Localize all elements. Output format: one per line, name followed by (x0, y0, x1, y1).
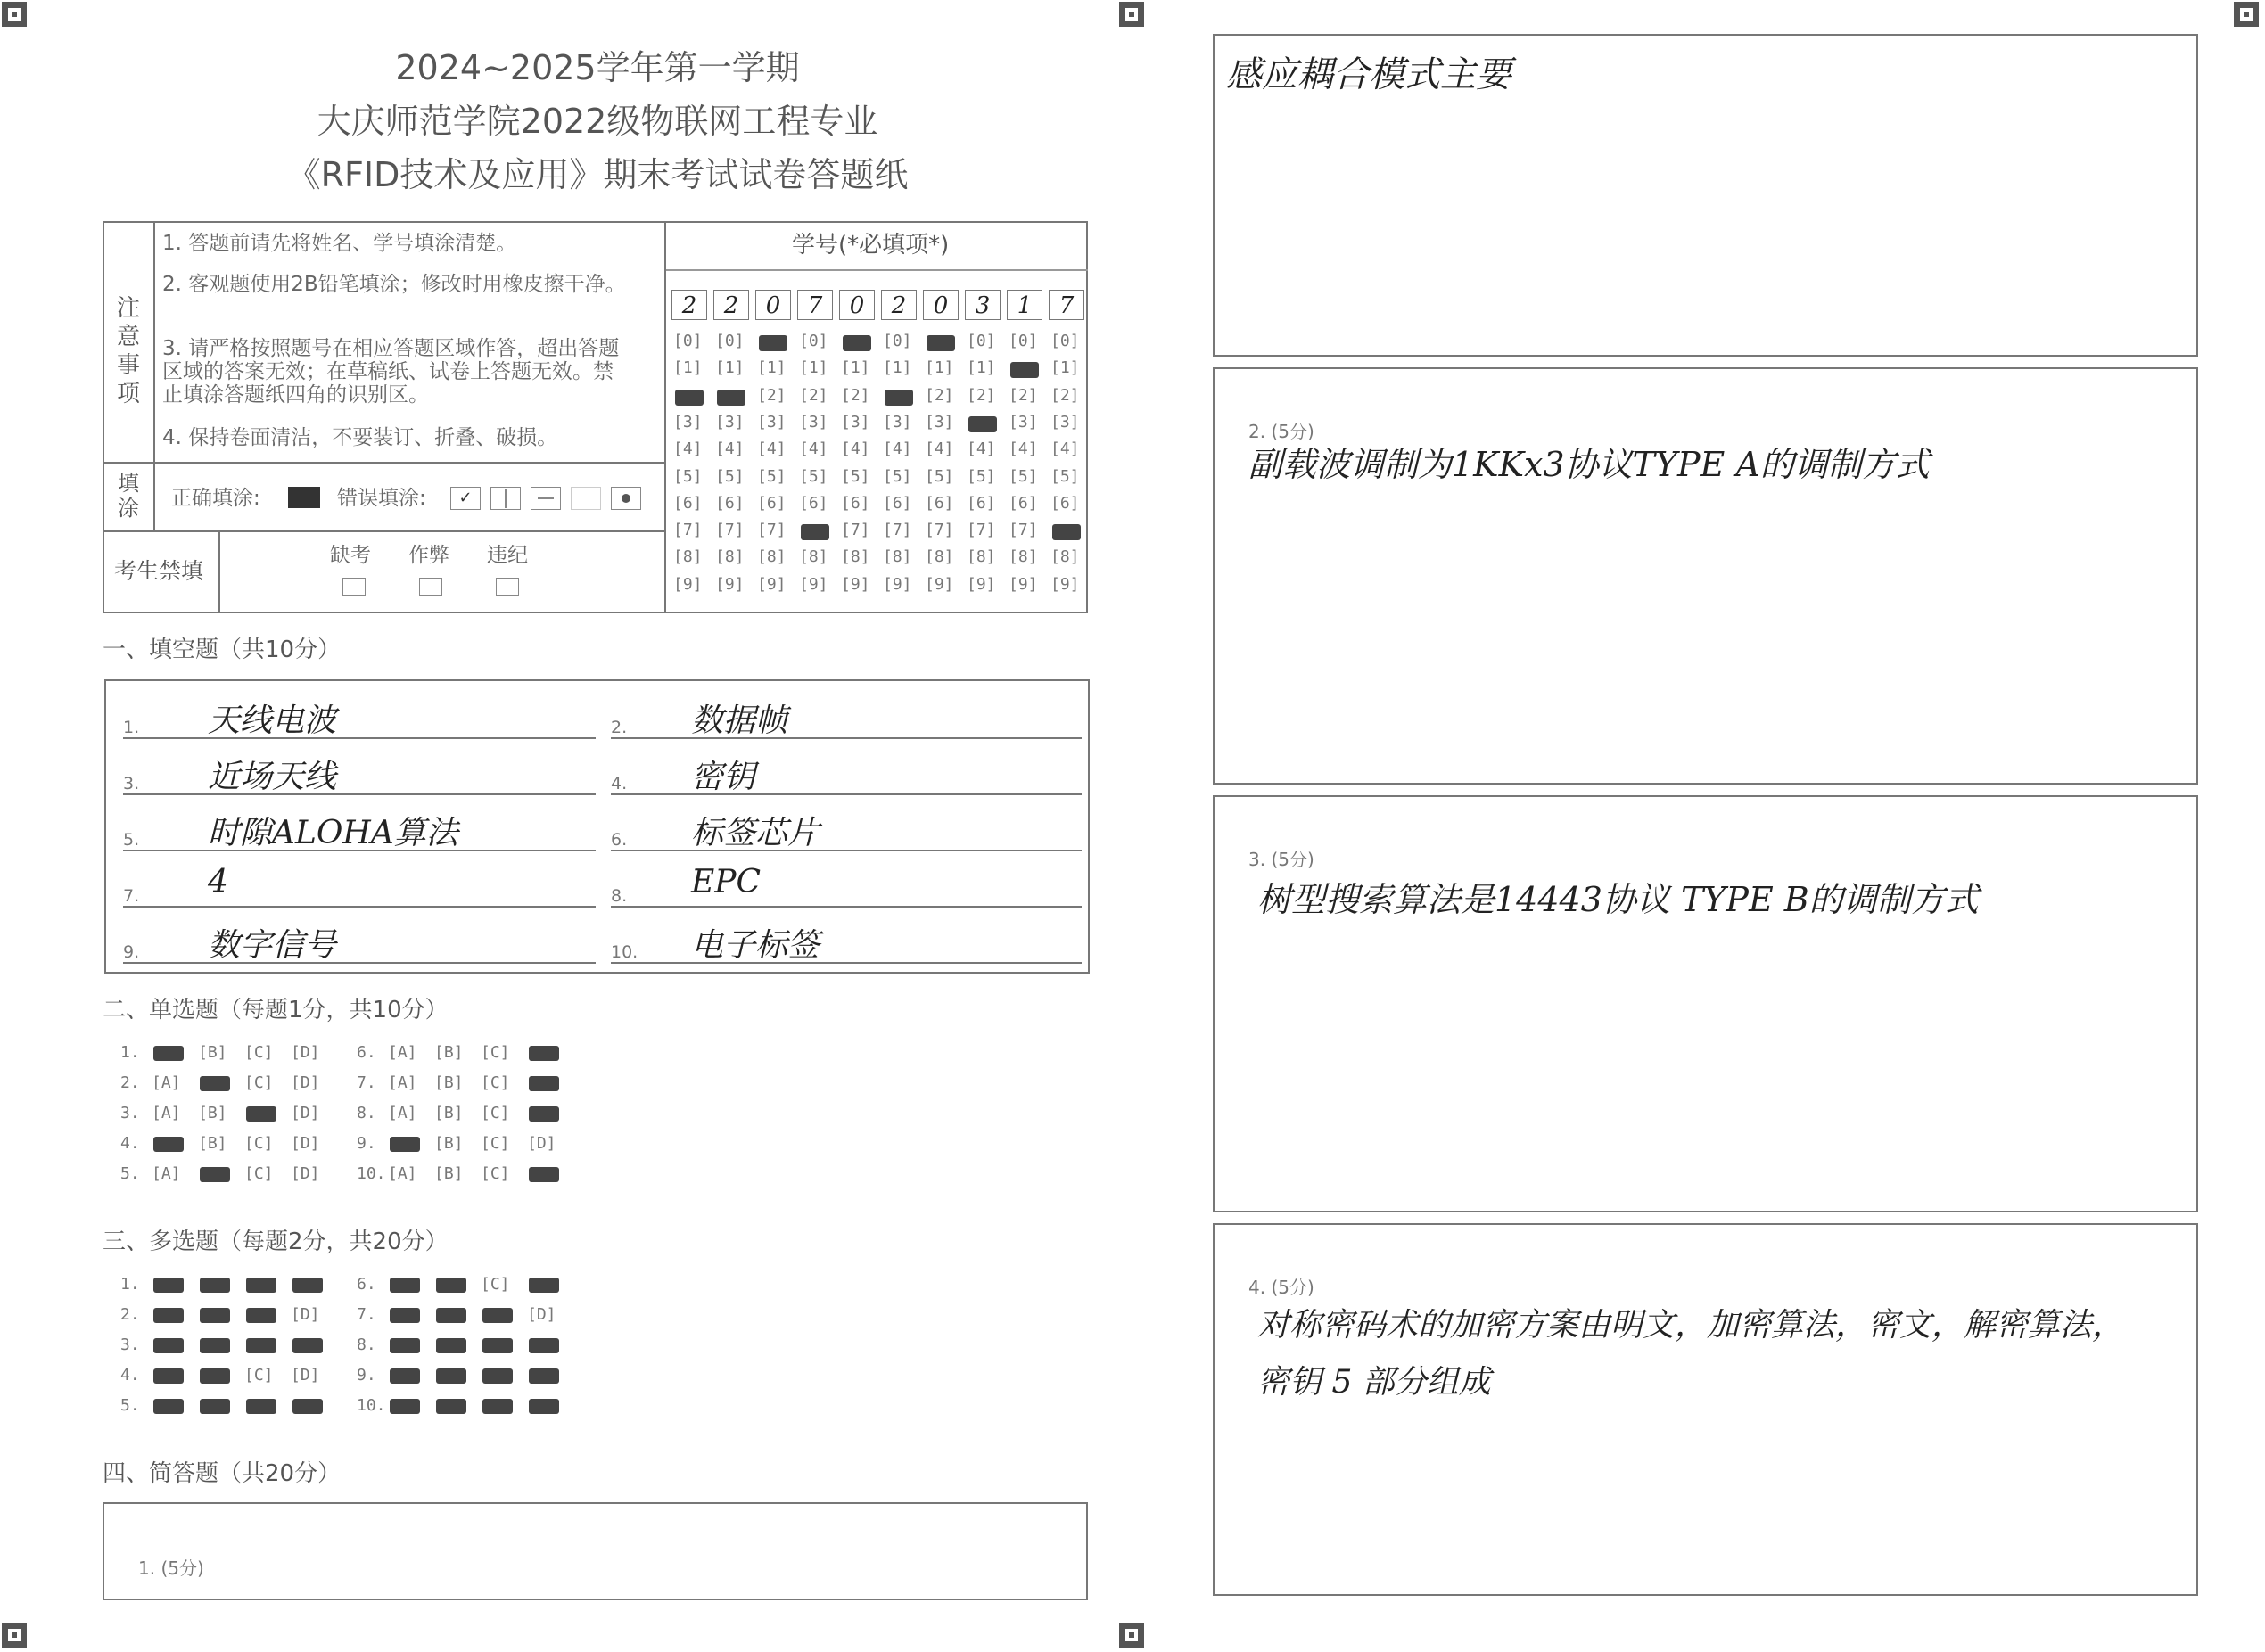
blank-underline (611, 850, 1082, 851)
option-bubble[interactable]: [C] (481, 1275, 510, 1294)
id-bubble[interactable]: [3] (799, 412, 828, 431)
blank-number: 7. (123, 886, 140, 906)
id-bubble[interactable]: [4] (715, 440, 745, 459)
blank-number: 3. (123, 774, 140, 793)
blank-underline (123, 793, 596, 795)
option-bubble-filled[interactable] (529, 1076, 559, 1091)
option-bubble[interactable]: [C] (244, 1366, 274, 1385)
option-bubble-filled[interactable] (529, 1278, 559, 1293)
id-bubble[interactable]: [1] (967, 358, 996, 378)
id-bubble-filled[interactable] (968, 416, 997, 432)
id-bubble[interactable]: [6] (757, 493, 787, 513)
id-bubble[interactable]: [7] (1009, 521, 1038, 540)
blank-answer[interactable]: EPC (691, 864, 762, 900)
option-bubble-filled[interactable] (246, 1106, 276, 1122)
option-bubble-filled[interactable] (200, 1167, 230, 1182)
question-number: 9. (357, 1366, 376, 1385)
student-id-digit-cell: 0 (755, 290, 791, 320)
id-bubble-filled[interactable] (675, 390, 704, 406)
id-bubble[interactable]: [9] (1050, 574, 1080, 594)
question-number: 9. (357, 1134, 376, 1153)
id-bubble[interactable]: [5] (715, 466, 745, 486)
option-bubble[interactable]: [D] (291, 1164, 320, 1183)
blank-underline (123, 850, 596, 851)
id-bubble[interactable]: [0] (715, 332, 745, 350)
notice-item: 4. 保持卷面清洁，不要装订、折叠、破损。 (162, 426, 558, 449)
blank-answer[interactable]: 近场天线 (208, 759, 337, 795)
question-number: 8. (357, 1104, 376, 1122)
id-bubble[interactable]: [0] (799, 332, 828, 350)
blank-underline (123, 737, 596, 739)
question-number: 3. (120, 1336, 140, 1354)
id-bubble[interactable]: [1] (757, 358, 787, 378)
id-bubble[interactable]: [4] (841, 440, 870, 459)
short-answer-box-1a[interactable] (103, 1502, 1088, 1600)
forbid-label: 考生禁填 (114, 558, 204, 584)
id-bubble[interactable]: [2] (757, 385, 787, 405)
blank-answer[interactable]: 4 (208, 864, 228, 900)
id-bubble[interactable]: [6] (967, 493, 996, 513)
notice-label: 注意事项 (116, 295, 140, 407)
option-bubble-filled[interactable] (529, 1106, 559, 1122)
option-bubble-filled[interactable] (529, 1046, 559, 1061)
question-number: 1. (120, 1043, 140, 1062)
id-bubble[interactable]: [3] (883, 412, 912, 431)
id-bubble[interactable]: [8] (673, 547, 703, 567)
id-bubble[interactable]: [2] (1050, 385, 1080, 405)
blank-underline (611, 793, 1082, 795)
id-bubble[interactable]: [3] (715, 412, 745, 431)
option-bubble[interactable]: [C] (481, 1164, 510, 1183)
option-bubble-filled[interactable] (246, 1338, 276, 1353)
question-number: 6. (357, 1275, 376, 1294)
question-number: 5. (120, 1396, 140, 1415)
id-bubble[interactable]: [0] (673, 332, 703, 350)
id-bubble[interactable]: [9] (1009, 574, 1038, 594)
forbid-absent: 缺考 (330, 544, 371, 567)
id-bubble[interactable]: [8] (715, 547, 745, 567)
option-bubble-filled[interactable] (482, 1399, 513, 1414)
student-id-digit-cell: 0 (923, 290, 959, 320)
absent-checkbox[interactable] (342, 578, 366, 596)
question-number: 2. (120, 1305, 140, 1324)
violation-checkbox[interactable] (496, 578, 519, 596)
correct-fill-label: 正确填涂: (171, 487, 260, 510)
id-bubble[interactable]: [7] (925, 521, 954, 540)
id-bubble[interactable]: [8] (841, 547, 870, 567)
option-bubble-filled[interactable] (529, 1368, 559, 1384)
notice-item: 1. 答题前请先将姓名、学号填涂清楚。 (162, 232, 517, 255)
id-bubble[interactable]: [4] (673, 440, 703, 459)
student-id-title: 学号(*必填项*) (792, 232, 950, 259)
student-id-digit-cell: 2 (881, 290, 917, 320)
blank-underline (123, 962, 596, 964)
id-bubble[interactable]: [5] (673, 466, 703, 486)
id-bubble[interactable]: [2] (1009, 385, 1038, 405)
option-bubble[interactable]: [C] (481, 1073, 510, 1092)
blank-number: 10. (611, 942, 638, 962)
option-bubble[interactable]: [A] (388, 1104, 417, 1122)
id-bubble[interactable]: [0] (1009, 332, 1038, 350)
id-bubble[interactable]: [5] (1050, 466, 1080, 486)
option-bubble[interactable]: [B] (434, 1104, 464, 1122)
id-bubble-filled[interactable] (885, 390, 913, 406)
question-number: 1. (120, 1275, 140, 1294)
id-bubble[interactable]: [4] (883, 440, 912, 459)
id-bubble[interactable]: [4] (1050, 440, 1080, 459)
id-bubble[interactable]: [9] (841, 574, 870, 594)
fill-label: 填涂 (118, 471, 139, 521)
option-bubble[interactable]: [D] (291, 1366, 320, 1385)
option-bubble[interactable]: [B] (198, 1104, 227, 1122)
id-bubble[interactable]: [5] (925, 466, 954, 486)
blank-answer[interactable]: 数字信号 (208, 927, 337, 964)
id-bubble[interactable]: [8] (799, 547, 828, 567)
q3-label: 3. (5分) (1248, 849, 1314, 870)
section1-title: 一、填空题（共10分） (103, 637, 342, 663)
blank-answer[interactable]: 电子标签 (691, 927, 820, 964)
header-line3: 《RFID技术及应用》期末考试试卷答题纸 (286, 155, 909, 194)
option-bubble-filled[interactable] (390, 1308, 420, 1323)
q1-answer: 感应耦合模式主要 (1226, 54, 1511, 95)
question-number: 10. (357, 1396, 386, 1415)
option-bubble[interactable]: [B] (198, 1043, 227, 1062)
blank-answer[interactable]: 数据帧 (691, 703, 788, 739)
option-bubble-filled[interactable] (153, 1368, 184, 1384)
id-bubble[interactable]: [9] (757, 574, 787, 594)
id-bubble[interactable]: [3] (925, 412, 954, 431)
id-bubble[interactable]: [9] (925, 574, 954, 594)
option-bubble-filled[interactable] (246, 1399, 276, 1414)
id-bubble[interactable]: [6] (925, 493, 954, 513)
blank-number: 9. (123, 942, 140, 962)
q4-answer-line2: 密钥 5 部分组成 (1257, 1364, 1491, 1401)
id-bubble[interactable]: [5] (1009, 466, 1038, 486)
question-number: 3. (120, 1104, 140, 1122)
id-bubble[interactable]: [5] (841, 466, 870, 486)
id-bubble[interactable]: [4] (1009, 440, 1038, 459)
id-bubble[interactable]: [6] (799, 493, 828, 513)
option-bubble[interactable]: [D] (527, 1305, 556, 1324)
id-bubble[interactable]: [7] (757, 521, 787, 540)
option-bubble-filled[interactable] (390, 1399, 420, 1414)
question-number: 8. (357, 1336, 376, 1354)
option-bubble[interactable]: [C] (481, 1134, 510, 1153)
option-bubble-filled[interactable] (436, 1399, 466, 1414)
option-bubble-filled[interactable] (153, 1399, 184, 1414)
forbid-violation: 违纪 (487, 544, 528, 567)
header-line1: 2024~2025学年第一学期 (395, 48, 800, 87)
id-bubble-filled[interactable] (843, 335, 871, 351)
id-bubble[interactable]: [5] (799, 466, 828, 486)
option-bubble-filled[interactable] (246, 1308, 276, 1323)
id-bubble[interactable]: [2] (799, 385, 828, 405)
id-bubble-filled[interactable] (927, 335, 955, 351)
id-bubble[interactable]: [1] (1050, 358, 1080, 378)
option-bubble-filled[interactable] (436, 1278, 466, 1293)
option-bubble-filled[interactable] (200, 1076, 230, 1091)
student-id-digit-cell: 1 (1007, 290, 1042, 320)
option-bubble-filled[interactable] (390, 1278, 420, 1293)
id-bubble[interactable]: [8] (967, 547, 996, 567)
id-bubble[interactable]: [7] (715, 521, 745, 540)
blank-underline (611, 737, 1082, 739)
option-bubble[interactable]: [C] (244, 1134, 274, 1153)
question-number: 6. (357, 1043, 376, 1062)
option-bubble[interactable]: [A] (152, 1104, 181, 1122)
id-bubble[interactable]: [3] (841, 412, 870, 431)
short-answer-box-3[interactable] (1213, 795, 2198, 1212)
question-number: 7. (357, 1305, 376, 1324)
blank-number: 1. (123, 718, 140, 737)
short-answer-box-4[interactable] (1213, 1223, 2198, 1596)
id-bubble[interactable]: [4] (925, 440, 954, 459)
blank-answer[interactable]: 时隙ALOHA算法 (208, 815, 458, 851)
notice-item: 3. 请严格按照题号在相应答题区域作答，超出答题区域的答案无效；在草稿纸、试卷上答题无效。禁止填涂答题纸四角的识别区。 (162, 337, 620, 407)
id-bubble[interactable]: [4] (757, 440, 787, 459)
id-bubble[interactable]: [6] (1050, 493, 1080, 513)
id-bubble[interactable]: [3] (673, 412, 703, 431)
student-id-digit-cell: 2 (713, 290, 749, 320)
option-bubble-filled[interactable] (200, 1308, 230, 1323)
option-bubble[interactable]: [D] (527, 1134, 556, 1153)
id-bubble-filled[interactable] (1052, 524, 1081, 540)
option-bubble[interactable]: [D] (291, 1134, 320, 1153)
corner-marker (2, 2, 27, 27)
id-bubble[interactable]: [9] (967, 574, 996, 594)
option-bubble-filled[interactable] (200, 1338, 230, 1353)
option-bubble[interactable]: [A] (388, 1164, 417, 1183)
wrong-fill-label: 错误填涂: (337, 487, 426, 510)
option-bubble-filled[interactable] (153, 1308, 184, 1323)
id-bubble[interactable]: [0] (883, 332, 912, 350)
option-bubble-filled[interactable] (529, 1399, 559, 1414)
id-bubble[interactable]: [5] (967, 466, 996, 486)
id-bubble[interactable]: [5] (757, 466, 787, 486)
q2-label: 2. (5分) (1248, 421, 1314, 442)
id-bubble[interactable]: [2] (967, 385, 996, 405)
blank-number: 6. (611, 830, 628, 850)
option-bubble[interactable]: [D] (291, 1104, 320, 1122)
id-bubble[interactable]: [7] (673, 521, 703, 540)
option-bubble-filled[interactable] (482, 1338, 513, 1353)
section2-title: 二、单选题（每题1分，共10分） (103, 997, 449, 1023)
id-bubble[interactable]: [3] (757, 412, 787, 431)
id-bubble-filled[interactable] (759, 335, 787, 351)
option-bubble-filled[interactable] (153, 1338, 184, 1353)
question-number: 4. (120, 1134, 140, 1153)
id-bubble[interactable]: [7] (967, 521, 996, 540)
blank-number: 4. (611, 774, 628, 793)
option-bubble[interactable]: [C] (244, 1073, 274, 1092)
question-number: 4. (120, 1366, 140, 1385)
student-id-digit-cell: 3 (965, 290, 1001, 320)
blank-underline (611, 906, 1082, 908)
id-bubble-filled[interactable] (801, 524, 829, 540)
option-bubble-filled[interactable] (390, 1137, 420, 1152)
corner-marker (2234, 2, 2259, 27)
blank-number: 5. (123, 830, 140, 850)
id-bubble-filled[interactable] (717, 390, 745, 406)
id-bubble[interactable]: [9] (883, 574, 912, 594)
id-bubble[interactable]: [4] (799, 440, 828, 459)
id-bubble[interactable]: [1] (925, 358, 954, 378)
id-bubble[interactable]: [8] (757, 547, 787, 567)
id-bubble-filled[interactable] (1010, 362, 1039, 378)
section3-title: 三、多选题（每题2分，共20分） (103, 1229, 449, 1255)
student-id-digit-cell: 0 (839, 290, 875, 320)
q2-answer: 副载波调制为1KKx3协议TYPE A的调制方式 (1248, 445, 1930, 484)
q3-answer: 树型搜索算法是14443协议 TYPE B的调制方式 (1257, 880, 1979, 919)
id-bubble[interactable]: [8] (1009, 547, 1038, 567)
option-bubble[interactable]: [A] (388, 1043, 417, 1062)
wrong-fill-samples: ✓ (450, 487, 638, 510)
id-bubble[interactable]: [2] (925, 385, 954, 405)
option-bubble[interactable]: [D] (291, 1043, 320, 1062)
question-number: 2. (120, 1073, 140, 1092)
notice-item: 2. 客观题使用2B铅笔填涂；修改时用橡皮擦干净。 (162, 273, 626, 296)
option-bubble[interactable]: [B] (434, 1164, 464, 1183)
option-bubble[interactable]: [B] (434, 1043, 464, 1062)
option-bubble[interactable]: [B] (434, 1134, 464, 1153)
blank-number: 2. (611, 718, 628, 737)
blank-underline (123, 906, 596, 908)
question-number: 7. (357, 1073, 376, 1092)
option-bubble-filled[interactable] (153, 1137, 184, 1152)
id-bubble[interactable]: [1] (799, 358, 828, 378)
id-bubble[interactable]: [0] (1050, 332, 1080, 350)
blank-number: 8. (611, 886, 628, 906)
id-bubble[interactable]: [7] (883, 521, 912, 540)
id-bubble[interactable]: [7] (841, 521, 870, 540)
option-bubble-filled[interactable] (292, 1278, 323, 1293)
question-number: 5. (120, 1164, 140, 1183)
option-bubble[interactable]: [C] (481, 1104, 510, 1122)
option-bubble-filled[interactable] (529, 1167, 559, 1182)
option-bubble-filled[interactable] (200, 1368, 230, 1384)
blank-answer[interactable]: 密钥 (691, 759, 756, 795)
blank-answer[interactable]: 天线电波 (208, 703, 337, 739)
option-bubble[interactable]: [D] (291, 1305, 320, 1324)
corner-marker (1119, 1623, 1144, 1648)
id-bubble[interactable]: [1] (673, 358, 703, 378)
option-bubble-filled[interactable] (246, 1278, 276, 1293)
id-bubble[interactable]: [9] (673, 574, 703, 594)
option-bubble-filled[interactable] (200, 1399, 230, 1414)
short-answer-box-2[interactable] (1213, 367, 2198, 785)
option-bubble-filled[interactable] (390, 1368, 420, 1384)
option-bubble-filled[interactable] (529, 1338, 559, 1353)
option-bubble-filled[interactable] (200, 1278, 230, 1293)
forbid-cheat: 作弊 (408, 544, 449, 567)
id-bubble[interactable]: [1] (883, 358, 912, 378)
option-bubble[interactable]: [C] (244, 1164, 274, 1183)
option-bubble[interactable]: [C] (244, 1043, 274, 1062)
option-bubble-filled[interactable] (436, 1308, 466, 1323)
option-bubble-filled[interactable] (153, 1046, 184, 1061)
option-bubble-filled[interactable] (153, 1278, 184, 1293)
header-line2: 大庆师范学院2022级物联网工程专业 (317, 102, 878, 141)
option-bubble-filled[interactable] (482, 1308, 513, 1323)
section4-title: 四、简答题（共20分） (103, 1460, 342, 1487)
blank-answer[interactable]: 标签芯片 (691, 815, 820, 851)
id-bubble[interactable]: [6] (673, 493, 703, 513)
q4-answer-line1: 对称密码术的加密方案由明文，加密算法，密文，解密算法， (1257, 1307, 2125, 1344)
option-bubble[interactable]: [A] (152, 1073, 181, 1092)
option-bubble[interactable]: [A] (388, 1073, 417, 1092)
id-bubble[interactable]: [0] (967, 332, 996, 350)
id-bubble[interactable]: [3] (1009, 412, 1038, 431)
id-bubble[interactable]: [9] (799, 574, 828, 594)
option-bubble-filled[interactable] (292, 1399, 323, 1414)
option-bubble-filled[interactable] (390, 1338, 420, 1353)
id-bubble[interactable]: [1] (715, 358, 745, 378)
option-bubble[interactable]: [B] (198, 1134, 227, 1153)
q1-label: 1. (5分) (138, 1557, 204, 1579)
correct-fill-sample (288, 487, 320, 508)
id-bubble[interactable]: [6] (883, 493, 912, 513)
cheat-checkbox[interactable] (419, 578, 442, 596)
id-bubble[interactable]: [4] (967, 440, 996, 459)
blank-underline (611, 962, 1082, 964)
option-bubble[interactable]: [D] (291, 1073, 320, 1092)
option-bubble-filled[interactable] (436, 1338, 466, 1353)
id-bubble[interactable]: [5] (883, 466, 912, 486)
id-bubble[interactable]: [8] (925, 547, 954, 567)
option-bubble[interactable]: [A] (152, 1164, 181, 1183)
student-id-digit-cell: 7 (1049, 290, 1084, 320)
option-bubble-filled[interactable] (482, 1368, 513, 1384)
id-bubble[interactable]: [3] (1050, 412, 1080, 431)
student-id-digit-cell: 7 (797, 290, 833, 320)
q4-label: 4. (5分) (1248, 1277, 1314, 1298)
option-bubble-filled[interactable] (292, 1338, 323, 1353)
corner-marker (1119, 2, 1144, 27)
id-bubble[interactable]: [6] (715, 493, 745, 513)
id-bubble[interactable]: [1] (841, 358, 870, 378)
question-number: 10. (357, 1164, 386, 1183)
option-bubble[interactable]: [B] (434, 1073, 464, 1092)
id-bubble[interactable]: [8] (1050, 547, 1080, 567)
option-bubble-filled[interactable] (436, 1368, 466, 1384)
id-bubble[interactable]: [6] (841, 493, 870, 513)
id-bubble[interactable]: [2] (841, 385, 870, 405)
id-bubble[interactable]: [6] (1009, 493, 1038, 513)
student-id-digit-cell: 2 (671, 290, 707, 320)
option-bubble[interactable]: [C] (481, 1043, 510, 1062)
corner-marker (2, 1623, 27, 1648)
id-bubble[interactable]: [8] (883, 547, 912, 567)
id-bubble[interactable]: [9] (715, 574, 745, 594)
